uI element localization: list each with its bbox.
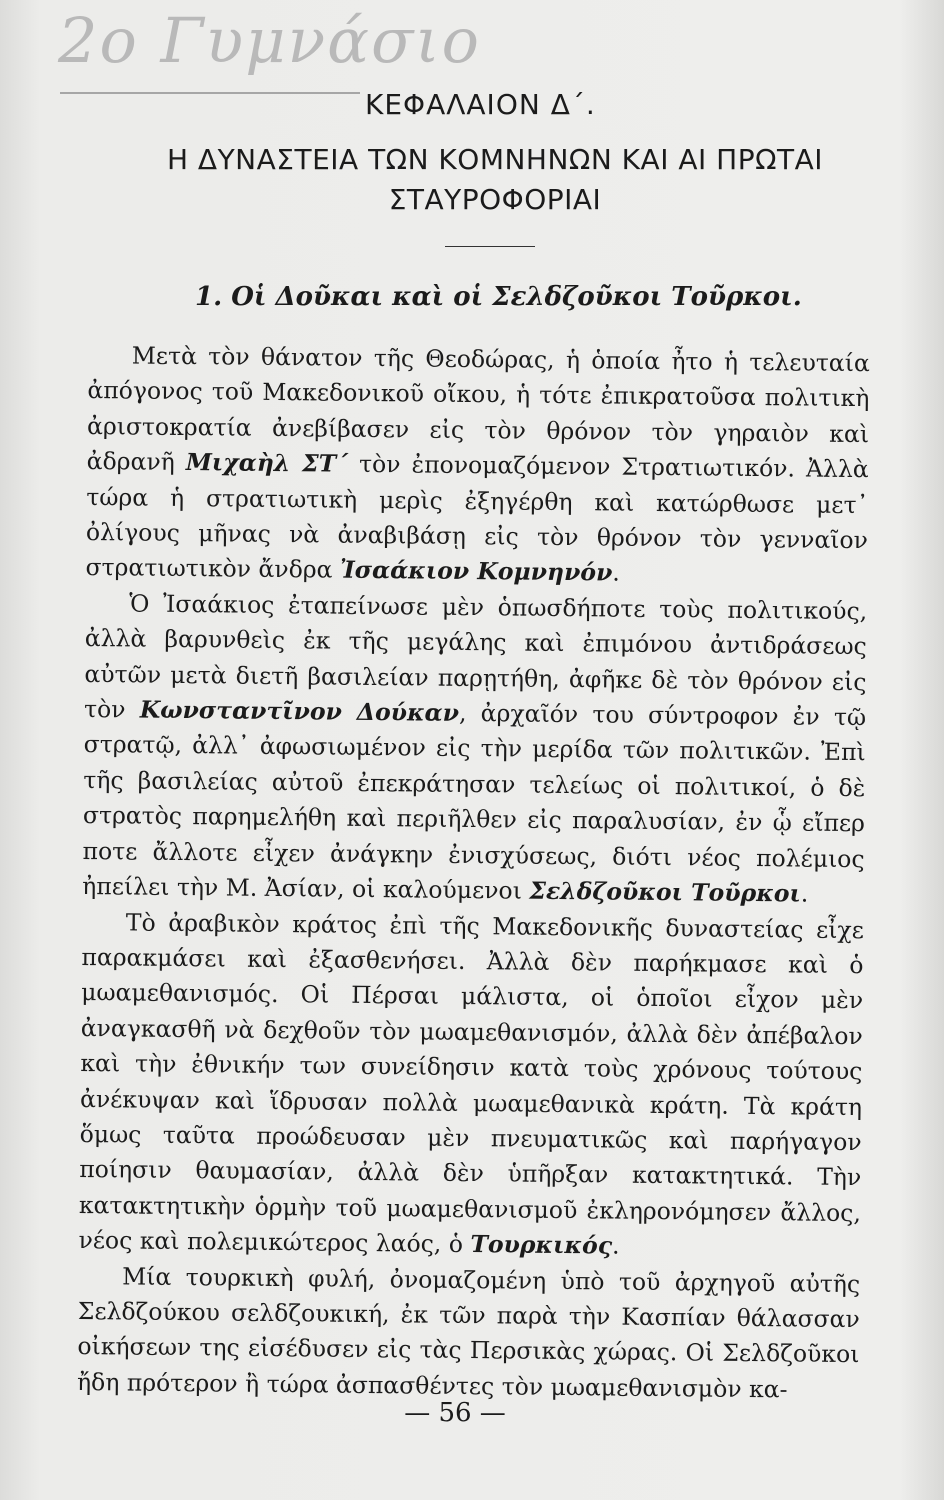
paragraph-4 [77,1259,860,1409]
paragraph-text: Ὁ Ἰσαάκιος ἐταπείνωσε μὲν ὁπωσδήποτε τοὺς πολιτικούς, ἀλλὰ βαρυνθεὶς ἐκ τῆς μεγάλης καὶ ἐπιμόνου ἀντιδράσεως αὐτῶν μετὰ διετῆ βασιλείαν παρῃτήθη, ἀφῆκε δὲ τὸν θρόνον εἰς τὸν [83,589,868,724]
paragraph-text: . [800,879,809,908]
paragraph-1 [85,338,870,594]
section-title: 1. Οἱ Δοῦκαι καὶ οἱ Σελδζοῦκοι Τοῦρκοι. [195,282,802,312]
paragraph-text: Τὸ ἀραβικὸν κράτος ἐπὶ τῆς Μακεδονικῆς δυναστείας εἶχε παρακμάσει καὶ ἐξασθενήσει. Ἀλλὰ δὲν παρήκμασε καὶ ὁ μωαμεθανισμός. Οἱ Πέρσαι μάλιστα, οἱ ὁποῖοι εἶχον μὲν ἀναγκασθῆ νὰ δεχθοῦν τὸν μωαμεθανισμόν, ἀλλὰ δὲν ἀπέβαλον καὶ τὴν ἐθνικήν των συνείδησιν κατὰ τοὺς χρόνους τούτους ἀνέκυψαν καὶ ἵδρυσαν πολλὰ μωαμεθανικὰ κράτη. Τὰ κράτη ὅμως ταῦτα προώδευσαν μὲν πνευματικῶς καὶ παρήγαγον ποίησιν θαυμασίαν, ἀλλὰ δὲν ὑπῆρξαν κατακτητικά. Τὴν κατακτητικὴν ὁρμὴν τοῦ μωαμεθανισμοῦ ἐκληρονόμησεν ἄλλος, νέος καὶ πολεμικώτερος λαός, ὁ [78,907,864,1259]
chapter-heading: ΚΕΦΑΛΑΙΟΝ Δ΄. [365,88,596,121]
paragraph-text: Μετὰ τὸν θάνατον τῆς Θεοδώρας, ἡ ὁποία ἦτο ἡ τελευταία ἀπόγονος τοῦ Μακεδονικοῦ οἴκου, ἡ τότε ἐπικρατοῦσα πολιτικὴ ἀριστοκρατία ἀνεβίβασεν εἰς τὸν θρόνον τὸν γηραιὸν καὶ ἀδρανῆ [86,341,870,477]
paragraph-text: . [611,1231,620,1260]
paragraph-text: , ἀρχαῖόν του σύντροφον ἐν τῷ στρατῷ, ἀλλ᾽ ἀφωσιωμένον εἰς τὴν μερίδα τῶν πολιτικῶν. Ἐπὶ τῆς βασιλείας αὐτοῦ ἐπεκράτησαν τελείως οἱ πολιτικοί, ὁ δὲ στρατὸς παρημελήθη καὶ περιῆλθεν εἰς παραλυσίαν, ἐν ᾧ εἴπερ ποτε ἄλλοτε εἶχεν ἀνάγκην ἐνισχύσεως, διότι νέος πολέμιος ἠπείλει τὴν Μ. Ἀσίαν, οἱ καλούμενοι [82,698,867,905]
paragraph-text: Μία τουρκικὴ φυλή, ὀνομαζομένη ὑπὸ τοῦ ἀρχηγοῦ αὐτῆς Σελδζούκου σελδζουκική, ἐκ τῶν παρὰ τὴν Κασπίαν θάλασσαν οἰκήσεων της εἰσέδυσεν εἰς τὰς Περσικὰς χώρας. Οἱ Σελδζοῦκοι ἤδη πρότερον ἢ τώρα ἀσπασθέντες τὸν μωαμεθανισμὸν κα- [76,1261,861,1404]
emphasized-name: Τουρκικός [470,1230,613,1260]
emphasized-name: Κωνσταντῖνον Δούκαν [139,695,460,727]
handwritten-note: 2ο Γυμνάσιο [58,4,482,77]
emphasized-name: Σελδζοῦκοι Τοῦρκοι [529,876,802,908]
chapter-subtitle: Η ΔΥΝΑΣΤΕΙΑ ΤΩΝ ΚΟΜΝΗΝΩΝ ΚΑΙ ΑΙ ΠΡΩΤΑΙ ΣΤΑΥΡΟΦΟΡΙΑΙ [166,143,824,216]
paragraph-2 [82,586,867,913]
paragraph-3 [78,904,864,1266]
page-number: — 56 — [404,1398,506,1428]
paragraph-text: τὸν ἐπονομαζόμενον Στρατιωτικόν. Ἀλλὰ τώρα ἡ στρατιωτικὴ μερὶς ἐξηγέρθη καὶ κατώρθωσε μετ᾽ ὀλίγους μῆνας νὰ ἀναβιβάσῃ εἰς τὸν θρόνον τὸν γενναῖον στρατιωτικὸν ἄνδρα [85,449,869,585]
emphasized-name: Ἰσαάκιον Κομνηνόν [339,556,613,587]
pencil-underline [60,92,360,94]
body-text [77,338,870,1408]
paragraph-text: . [612,558,620,588]
divider-rule [445,246,535,247]
emphasized-name: Μιχαὴλ ΣΤ΄ [185,448,349,478]
